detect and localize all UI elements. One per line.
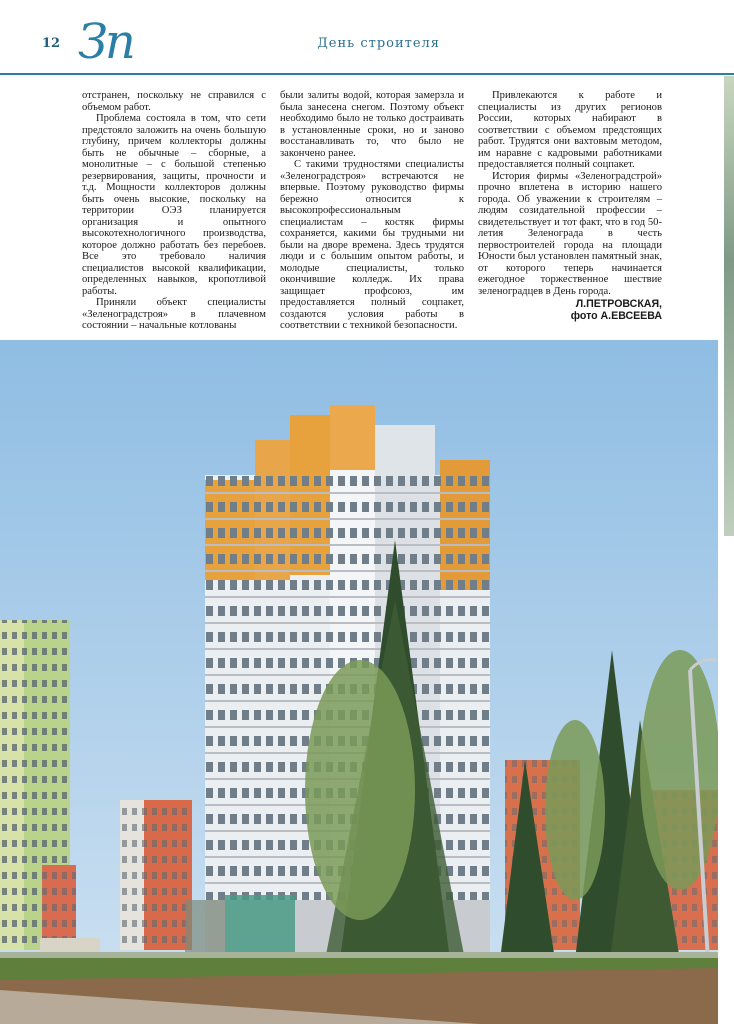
page-header	[0, 0, 734, 76]
paragraph: были залиты водой, которая замерзла и была занесена снегом. Поэтому объект необходимо было не только достраивать в установленные сроки, но и заново восстанавливать то, что было не закончено ранее.	[280, 90, 464, 159]
paragraph: История фирмы «Зеленоградстрой» прочно вплетена в историю нашего города. Об уважении к строителям – людям созидательной профессии – свидетельствует и тот факт, что в год 50-летия Зеленограда в честь первостроителей города на площади Юности был установлен памятный знак, от которого теперь начинается ежегодное торжественное шествие зеленоградцев в День города.	[478, 170, 662, 297]
author-name: Л.ПЕТРОВСКАЯ,	[575, 298, 662, 310]
article-column-2	[280, 90, 464, 332]
article-text	[82, 90, 662, 330]
author-signature	[478, 298, 662, 322]
adjacent-page-edge	[724, 76, 734, 536]
article-column-3	[478, 90, 662, 322]
newspaper-logo: Зп	[78, 14, 133, 70]
page-number: 12	[42, 36, 61, 51]
section-title: День строителя	[317, 36, 440, 51]
building-photo	[0, 340, 718, 1024]
header-rule	[0, 73, 734, 75]
article-column-1	[82, 90, 266, 332]
photo-credit: фото А.ЕВСЕЕВА	[570, 310, 662, 322]
ground	[0, 952, 718, 1024]
paragraph: Проблема состояла в том, что сети предстояло заложить на очень большую глубину, причем коллекторы должны быть не обычные – сборные, а монолитные – с большой степенью резервирования, защиты, прочности и т.д. Мощности коллекторов должны быть очень высокие, поскольку на территории ОЭЗ планируется организация и опытного высокотехнологичного производства, которое должно работать без перебоев. Все это требовало наличия специалистов высокой квалификации, определенных навыков, кропотливой работы.	[82, 113, 266, 297]
paragraph: отстранен, поскольку не справился с объемом работ.	[82, 90, 266, 113]
paragraph: Приняли объект специалисты «Зеленоградстроя» в плачевном состоянии – начальные котлованы	[82, 297, 266, 331]
paragraph: С такими трудностями специалисты «Зеленоградстроя» встречаются не впервые. Поэтому руководство фирмы бережно относится к высокопрофессиональным специалистам – костяк фирмы сохраняется, какими бы трудными ни были на дворе времена. Здесь трудятся люди и с большим опытом работы, и молодые специалисты, только окончившие колледж. Их права защищает профсоюз, им предоставляется полный соцпакет, создаются условия работы в соответствии с техникой безопасности.	[280, 159, 464, 331]
paragraph: Привлекаются к работе и специалисты из других регионов России, которых набирают в соответствии с объемом предстоящих работ. Трудятся они вахтовым методом, им наравне с кадровыми работниками предоставляется полный соцпакет.	[478, 90, 662, 170]
